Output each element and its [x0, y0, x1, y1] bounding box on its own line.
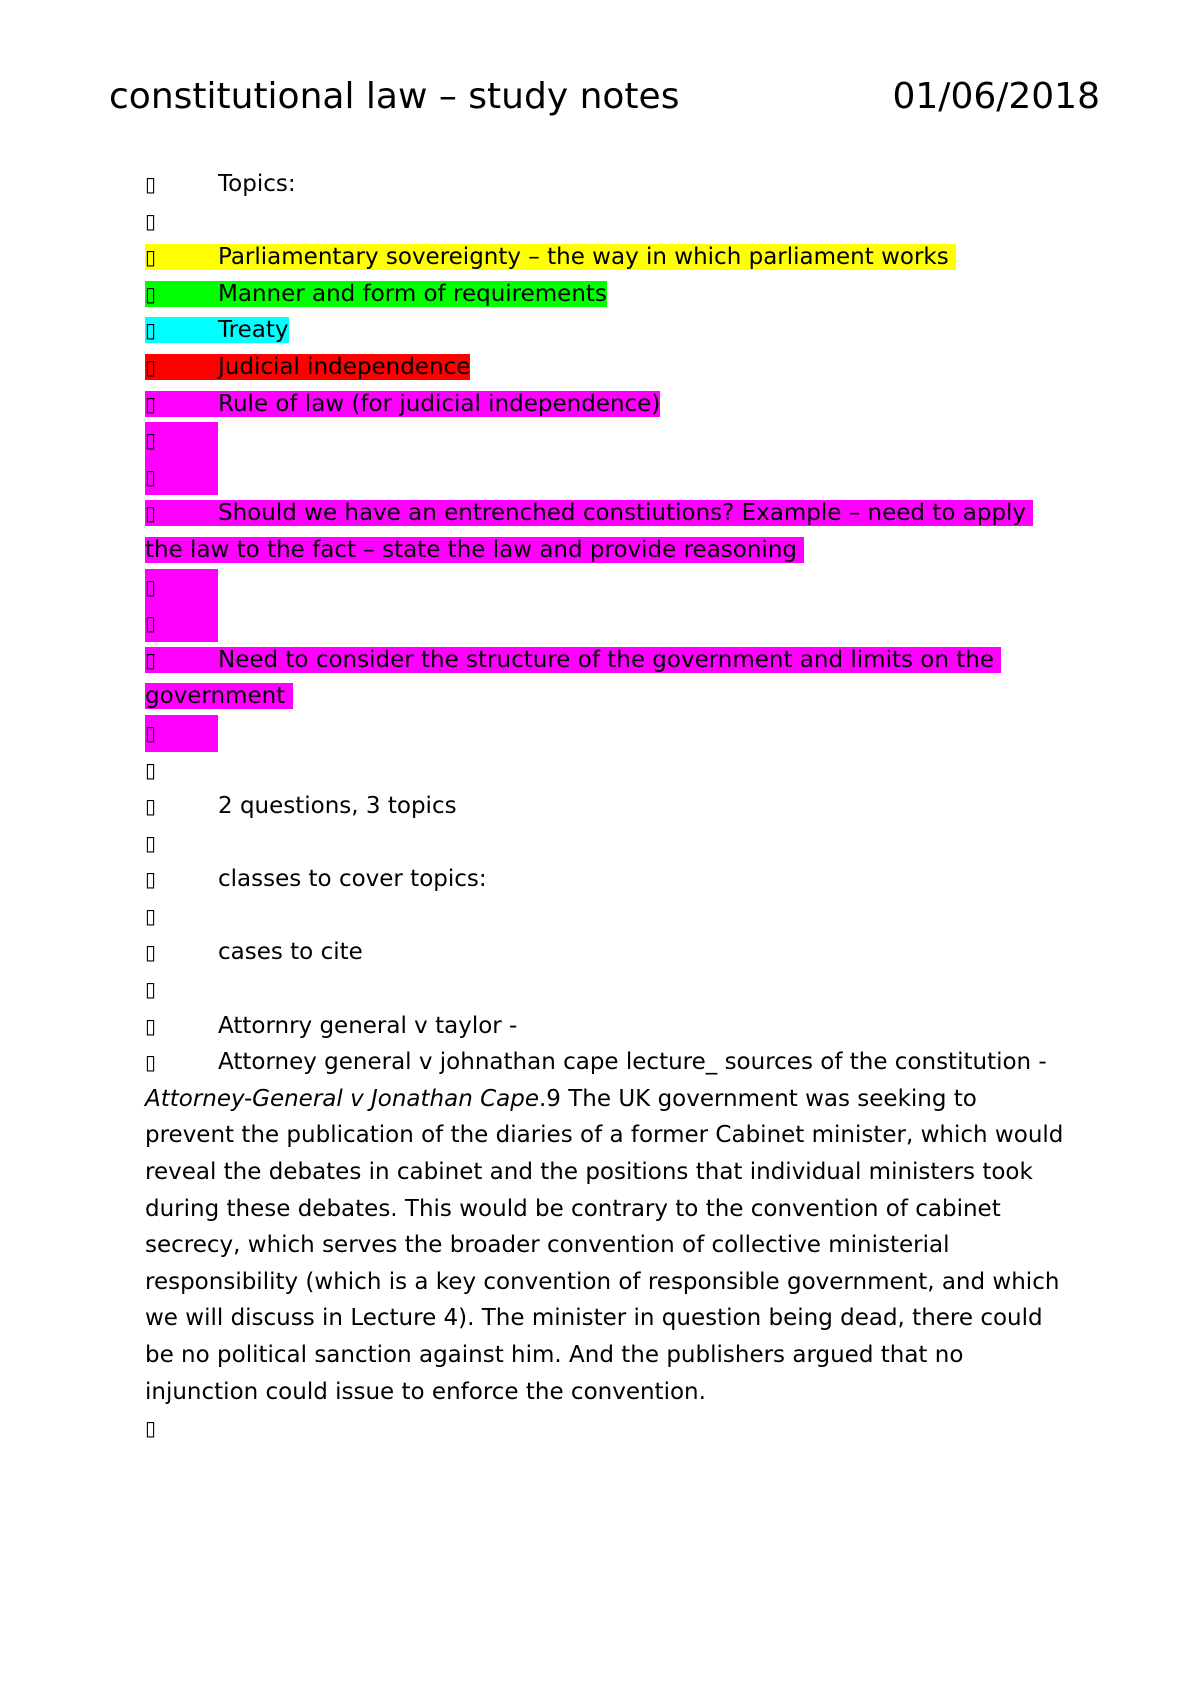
- list-item: [145, 569, 1065, 606]
- bullet-icon: [145, 1008, 218, 1045]
- list-item: [145, 1410, 1065, 1447]
- bullet-icon: [145, 971, 218, 1008]
- highlight-magenta: [145, 569, 218, 606]
- page-title: constitutional law – study notes: [109, 76, 680, 117]
- list-item: [145, 934, 1065, 971]
- bullet-icon: [145, 605, 218, 642]
- list-item: [145, 495, 1065, 568]
- list-item: [145, 715, 1065, 752]
- list-item: [145, 459, 1065, 496]
- bullet-icon: [145, 715, 218, 752]
- case-taylor: Attornry general v taylor -: [218, 1012, 518, 1039]
- list-item: [145, 752, 1065, 789]
- list-item: [145, 349, 1065, 386]
- note-questions: 2 questions, 3 topics: [218, 793, 457, 820]
- highlight-magenta: [145, 500, 1033, 563]
- bullet-icon: [145, 825, 218, 862]
- bullet-icon: [145, 312, 218, 349]
- list-item: [145, 203, 1065, 240]
- note-classes: classes to cover topics:: [218, 866, 487, 893]
- highlight-magenta: [145, 422, 218, 459]
- list-item: [145, 386, 1065, 423]
- bullet-icon: [145, 422, 218, 459]
- list-item: [145, 422, 1065, 459]
- case-cape-title: Attorney-General v Jonathan Cape: [145, 1085, 539, 1112]
- case-cape-body: .9 The UK government was seeking to prevent the publication of the diaries of a former Cabinet minister, which would reveal the debates in cabinet and the positions that individual ministers took during these debates. This would be contrary to the convention of cabinet secrecy, which serves the broader convention of collective ministerial responsibility (which is a key convention of responsible government, and which we will discuss in Lecture 4). The minister in question being dead, there could be no political sanction against him. And the publishers argued that no injunction could issue to enforce the convention.: [145, 1085, 1071, 1405]
- bullet-icon: [145, 239, 218, 276]
- list-item: [145, 605, 1065, 642]
- bullet-icon: [145, 459, 218, 496]
- bullet-icon: [145, 642, 218, 679]
- highlight-magenta: [145, 605, 218, 642]
- bullet-icon: [145, 898, 218, 935]
- list-item: [145, 971, 1065, 1008]
- list-item: [145, 166, 1065, 203]
- list-item: [145, 642, 1065, 715]
- bullet-icon: [145, 349, 218, 386]
- topic-item: Rule of law (for judicial independence): [218, 390, 661, 417]
- list-item: [145, 788, 1065, 825]
- list-item: [145, 861, 1065, 898]
- highlight-magenta: [145, 391, 660, 417]
- bullet-icon: [145, 495, 218, 532]
- topic-item: Parliamentary sovereignty – the way in which parliament works: [218, 244, 949, 271]
- bullet-icon: [145, 166, 218, 203]
- bullet-icon: [145, 752, 218, 789]
- notes-list: [145, 166, 1071, 1447]
- topic-item: Treaty: [218, 317, 289, 344]
- page-header: [109, 72, 1100, 122]
- highlight-green: [145, 281, 607, 307]
- note-entrenched: Should we have an entrenched constiutions? Example – need to apply the law to the fact – state the law and provide reasoning: [145, 500, 1034, 563]
- list-item: [145, 1008, 1065, 1045]
- page-date: 01/06/2018: [892, 76, 1100, 117]
- highlight-magenta: [145, 715, 218, 752]
- highlight-yellow: [145, 244, 956, 270]
- list-item: [145, 898, 1065, 935]
- case-cape-intro: Attorney general v johnathan cape lecture_ sources of the constitution -: [218, 1049, 1055, 1076]
- list-item: [145, 825, 1065, 862]
- bullet-icon: [145, 788, 218, 825]
- list-item: [145, 1044, 1071, 1410]
- bullet-icon: [145, 203, 218, 240]
- bullet-icon: [145, 1044, 218, 1081]
- topic-item: Judicial independence: [218, 353, 471, 380]
- bullet-icon: [145, 386, 218, 423]
- note-structure: Need to consider the structure of the government and limits on the government: [145, 646, 1002, 710]
- bullet-icon: [145, 276, 218, 313]
- note-cases: cases to cite: [218, 939, 363, 966]
- topic-item: Manner and form of requirements: [218, 280, 607, 307]
- list-item: [145, 312, 1065, 349]
- bullet-icon: [145, 1410, 218, 1447]
- bullet-icon: [145, 569, 218, 606]
- highlight-red: [145, 354, 470, 380]
- bullet-icon: [145, 861, 218, 898]
- bullet-icon: [145, 934, 218, 971]
- highlight-magenta: [145, 459, 218, 496]
- list-item: [145, 276, 1065, 313]
- highlight-cyan: [145, 317, 289, 343]
- list-item: [145, 239, 1065, 276]
- topics-heading: Topics:: [218, 171, 296, 197]
- highlight-magenta: [145, 647, 1001, 710]
